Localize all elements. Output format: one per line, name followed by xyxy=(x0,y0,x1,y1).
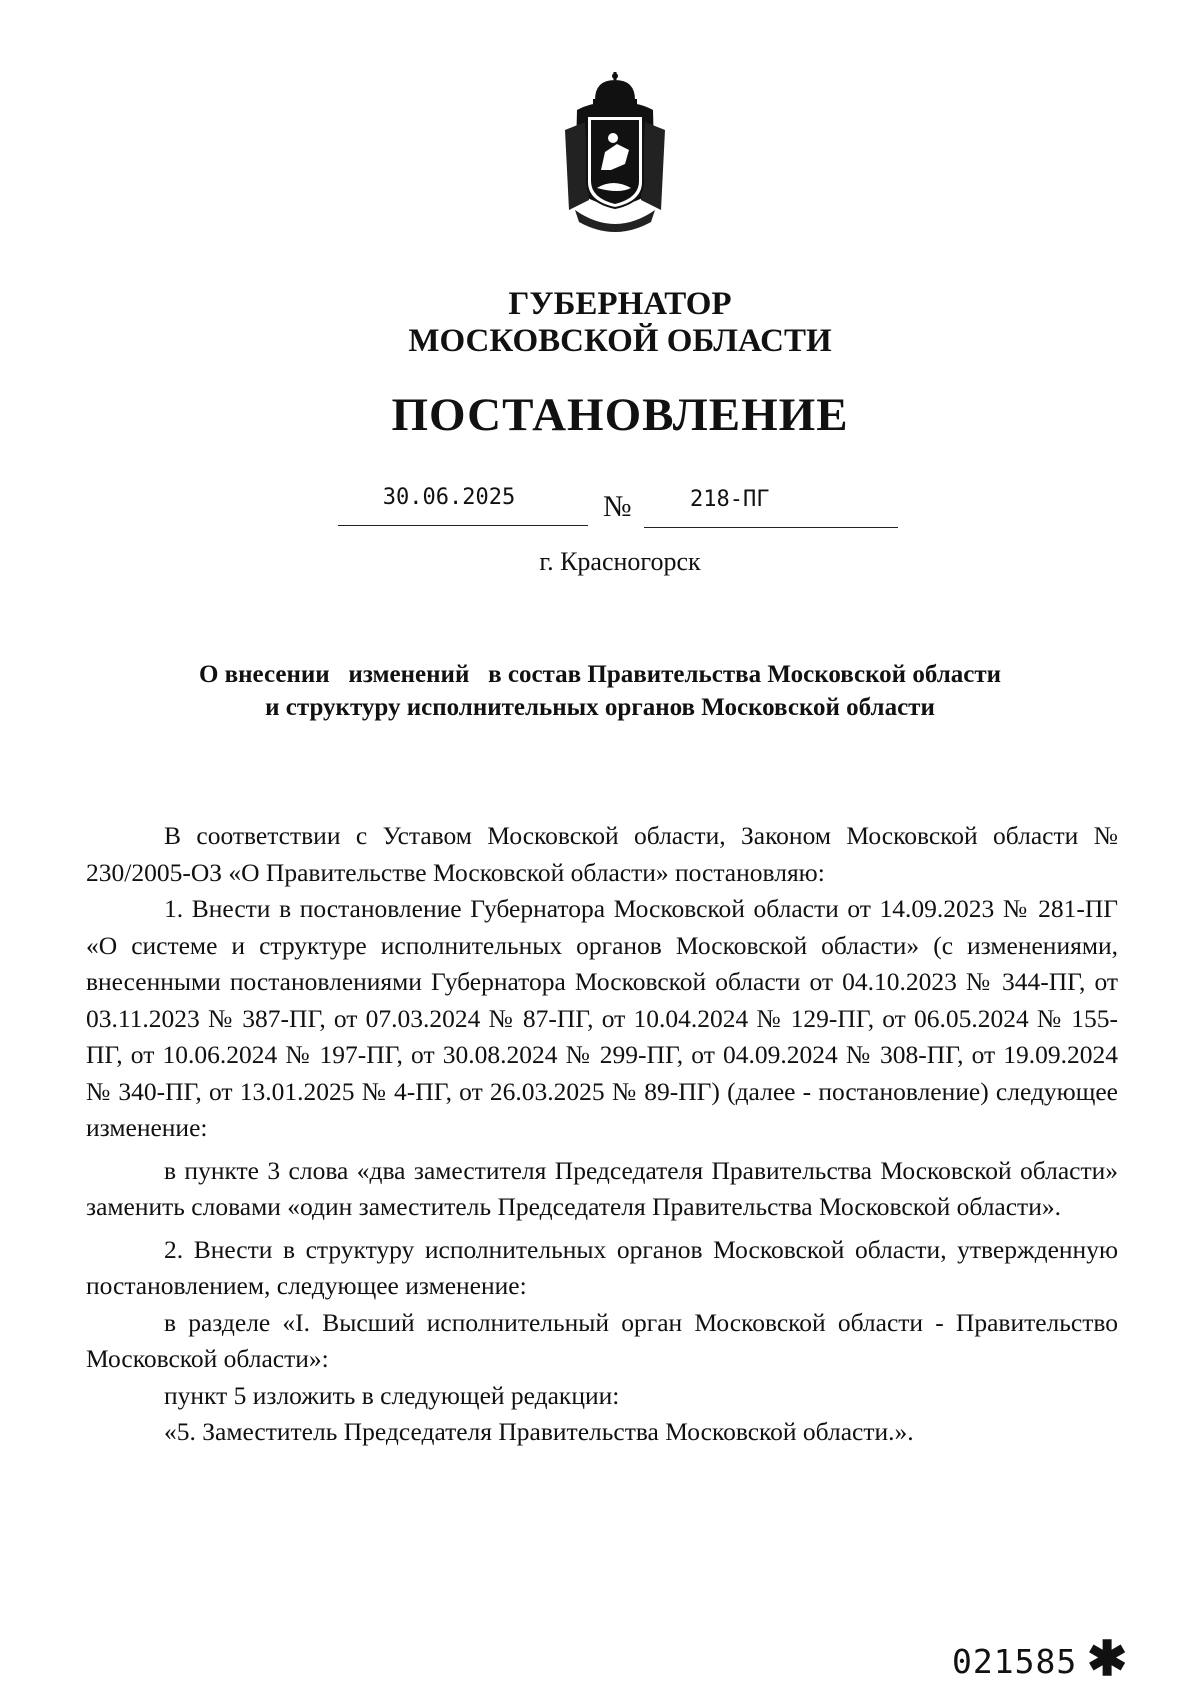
item-2-point-paragraph: пункт 5 изложить в следующей редакции: xyxy=(164,1380,620,1410)
star-mark-icon: ✱ xyxy=(1087,1633,1128,1686)
number-label: № xyxy=(603,490,632,523)
subject-line-1: О внесении изменений в состав Правительства Московской области xyxy=(198,661,1002,688)
issuing-authority xyxy=(300,286,940,360)
item-2-section-paragraph: в разделе «I. Высший исполнительный орган Московской области - Правительство Московской области»: xyxy=(86,1307,1118,1373)
item-1-paragraph: 1. Внести в постановление Губернатора Московской области от 14.09.2023 № 281-ПГ «О системе и структуре исполнительных органов Московской области» (с изменениями, внесенными постановлениями Губернатора Московской области от 04.10.2023 № 344-ПГ, от 03.11.2023 № 387-ПГ, от 07.03.2024 № 87-ПГ, от 10.04.2024 № 129-ПГ, от 06.05.2024 № 155-ПГ, от 10.06.2024 № 197-ПГ, от 30.08.2024 № 299-ПГ, от 04.09.2024 № 308-ПГ, от 19.09.2024 № 340-ПГ, от 13.01.2025 № 4-ПГ, от 26.03.2025 № 89-ПГ) (далее - постановление) следующее изменение: xyxy=(86,894,1118,1142)
authority-line-1: ГУБЕРНАТОР xyxy=(508,286,732,322)
item-2-text-paragraph: «5. Заместитель Председателя Правительства Московской области.». xyxy=(164,1417,914,1446)
subject-line-2: и структуру исполнительных органов Московской области xyxy=(265,694,935,721)
document-subject xyxy=(120,658,1080,724)
preamble-paragraph: В соответствии с Уставом Московской области, Законом Московской области № 230/2005-ОЗ «О Правительстве Московской области» постановляю: xyxy=(86,821,1118,887)
document-type: ПОСТАНОВЛЕНИЕ xyxy=(391,389,849,441)
city: г. Красногорск xyxy=(539,547,701,576)
document-body xyxy=(86,818,1118,1451)
number-underline xyxy=(644,527,898,528)
authority-line-2: МОСКОВСКОЙ ОБЛАСТИ xyxy=(408,323,832,359)
date-underline xyxy=(338,525,588,526)
document-date: 30.06.2025 xyxy=(382,485,516,510)
coat-of-arms-emblem xyxy=(555,70,675,242)
item-2-paragraph: 2. Внести в структуру исполнительных органов Московской области, утвержденную постановлением, следующее изменение: xyxy=(86,1234,1118,1300)
document-number: 218-ПГ xyxy=(690,487,770,512)
item-1-change-paragraph: в пункте 3 слова «два заместителя Председателя Правительства Московской области» заменить словами «один заместитель Председателя Правительства Московской области». xyxy=(86,1155,1118,1221)
serial-number: 021585 xyxy=(952,1642,1078,1681)
